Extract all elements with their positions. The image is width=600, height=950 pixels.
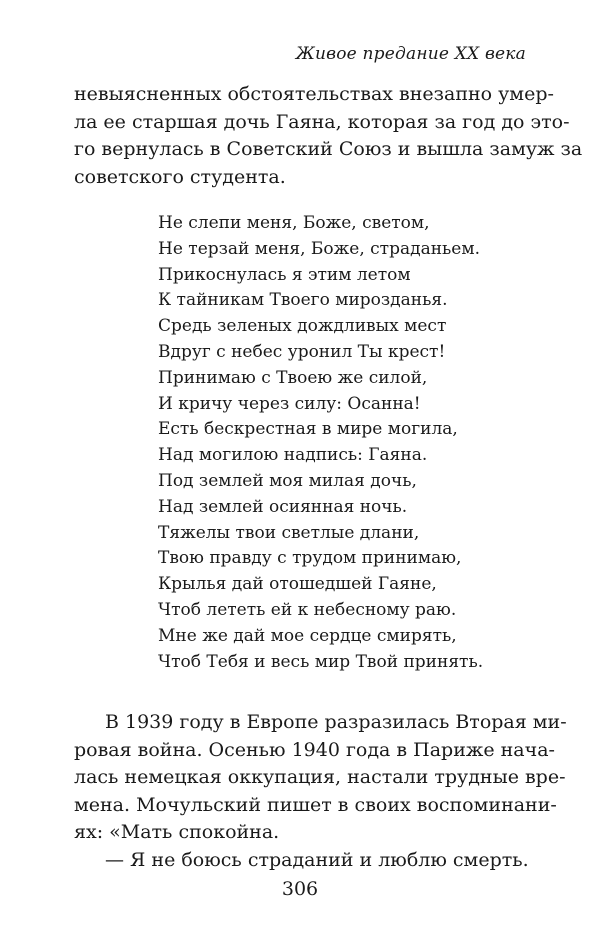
text-line: В 1939 году в Европе разразилась Вторая ми- [105,711,567,733]
poem-line: К тайникам Твоего мирозданья. [158,290,448,311]
paragraph-bottom [74,709,567,874]
text-line: — Я не боюсь страданий и люблю смерть. [105,848,529,871]
page-number: 306 [281,878,319,900]
text-line: ровая война. Осенью 1940 года в Париже нача- [74,738,555,761]
poem-line: Не терзай меня, Боже, страданьем. [158,238,480,259]
text-line: ла ее старшая дочь Гаяна, которая за год до это- [74,110,570,133]
text-line: невыясненных обстоятельствах внезапно умер- [74,83,554,105]
poem-line: Вдруг с небес уронил Ты крест! [158,341,446,362]
poem-line: Чтоб Тебя и весь мир Твой принять. [158,651,484,672]
poem-line: Мне же дай мое сердце смирять, [158,625,457,646]
text-line: ях: «Мать спокойна. [74,821,280,843]
poem-line: Тяжелы твои светлые длани, [158,522,420,543]
poem-line: Средь зеленых дождливых мест [158,316,447,337]
poem-line: Твою правду с трудом принимаю, [158,548,462,569]
text-line: го вернулась в Советский Союз и вышла замуж за [74,138,583,160]
poem-line: Чтоб лететь ей к небесному раю. [158,599,457,620]
running-title: Живое предание XX века [295,44,526,64]
paragraph-top [74,81,583,191]
poem-line: Крылья дай отошедшей Гаяне, [158,574,437,595]
poem-line: И кричу через силу: Осанна! [158,393,421,414]
poem-line: Прикоснулась я этим летом [158,264,411,285]
poem-line: Принимаю с Твоею же силой, [158,367,428,388]
poem-line: Не слепи меня, Боже, светом, [158,213,430,233]
poem-line: Над землей осиянная ночь. [158,496,408,517]
text-line: советского студента. [74,165,286,188]
poem-line: Над могилою надпись: Гаяна. [158,445,428,466]
poem-line: Под землей моя милая дочь, [158,470,417,491]
poem-line: Есть бескрестная в мире могила, [158,419,458,440]
poem [158,211,483,675]
text-line: мена. Мочульский пишет в своих воспоминани- [74,793,557,816]
text-line: лась немецкая оккупация, настали трудные вре- [74,766,566,788]
